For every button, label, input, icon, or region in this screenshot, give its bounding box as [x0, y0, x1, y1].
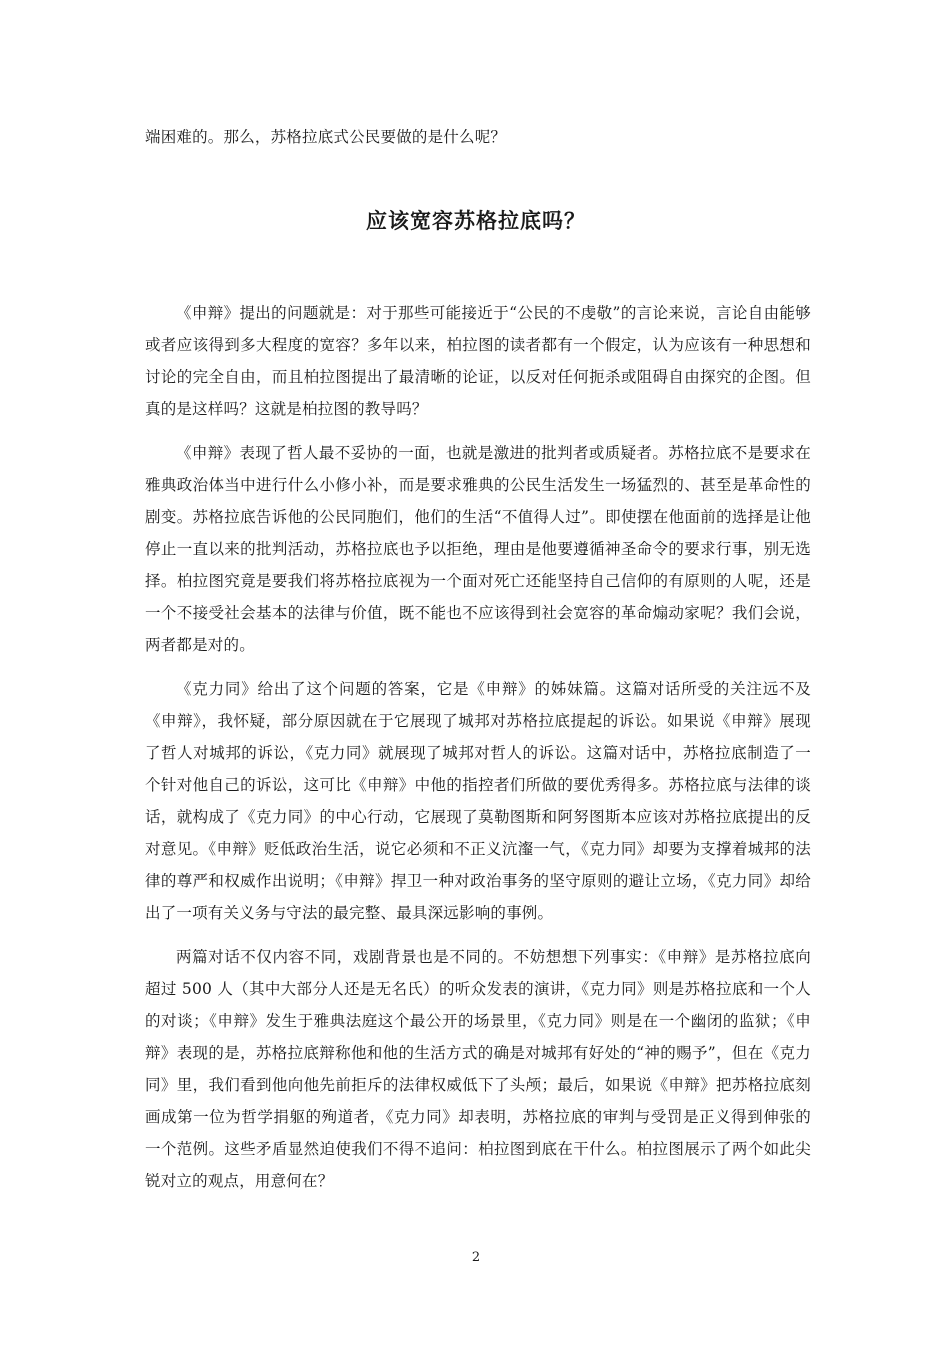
lead-line: 端困难的。那么，苏格拉底式公民要做的是什么呢？ [145, 128, 507, 146]
paragraph: 两篇对话不仅内容不同，戏剧背景也是不同的。不妨想想下列事实：《申辩》是苏格拉底向超过 500 人（其中大部分人还是无名氏）的听众发表的演讲，《克力同》则是苏格拉底和一个人的对谈；《申辩》发生于雅典法庭这个最公开的场景里，《克力同》则是在一个幽闭的监狱；《申辩》表现的是，苏格拉底辩称他和他的生活方式的确是对城邦有好处的“神的赐予”，但在《克力同》里，我们看到他向他先前拒斥的法律权威低下了头颅；最后，如果说《申辩》把苏格拉底刻画成第一位为哲学捐躯的殉道者，《克力同》却表明，苏格拉底的审判与受罚是正义得到伸张的一个范例。这些矛盾显然迫使我们不得不追问：柏拉图到底在干什么。柏拉图展示了两个如此尖锐对立的观点，用意何在？ [145, 948, 811, 1190]
paragraph: 《申辩》表现了哲人最不妥协的一面，也就是激进的批判者或质疑者。苏格拉底不是要求在雅典政治体当中进行什么小修小补，而是要求雅典的公民生活发生一场猛烈的、甚至是革命性的剧变。苏格拉底告诉他的公民同胞们，他们的生活“不值得人过”。即使摆在他面前的选择是让他停止一直以来的批判活动，苏格拉底也予以拒绝，理由是他要遵循神圣命令的要求行事，别无选择。柏拉图究竟是要我们将苏格拉底视为一个面对死亡还能坚持自己信仰的有原则的人呢，还是一个不接受社会基本的法律与价值，既不能也不应该得到社会宽容的革命煽动家呢？我们会说，两者都是对的。 [145, 444, 811, 654]
section-title: 应该宽容苏格拉底吗？ [366, 209, 586, 233]
body-text [145, 297, 811, 1209]
page-number: 2 [471, 1250, 481, 1265]
paragraph: 《申辩》提出的问题就是：对于那些可能接近于“公民的不虔敬”的言论来说，言论自由能够或者应该得到多大程度的宽容？多年以来，柏拉图的读者都有一个假定，认为应该有一种思想和讨论的完全自由，而且柏拉图提出了最清晰的论证，以反对任何扼杀或阻碍自由探究的企图。但真的是这样吗？这就是柏拉图的教导吗？ [145, 304, 811, 418]
paragraph: 《克力同》给出了这个问题的答案，它是《申辩》的姊妹篇。这篇对话所受的关注远不及《申辩》，我怀疑，部分原因就在于它展现了城邦对苏格拉底提起的诉讼。如果说《申辩》展现了哲人对城邦的诉讼，《克力同》就展现了城邦对哲人的诉讼。这篇对话中，苏格拉底制造了一个针对他自己的诉讼，这可比《申辩》中他的指控者们所做的要优秀得多。苏格拉底与法律的谈话，就构成了《克力同》的中心行动，它展现了莫勒图斯和阿努图斯本应该对苏格拉底提出的反对意见。《申辩》贬低政治生活，说它必须和不正义沆瀣一气，《克力同》却要为支撑着城邦的法律的尊严和权威作出说明；《申辩》捍卫一种对政治事务的坚守原则的避让立场，《克力同》却给出了一项有关义务与守法的最完整、最具深远影响的事例。 [145, 680, 811, 922]
